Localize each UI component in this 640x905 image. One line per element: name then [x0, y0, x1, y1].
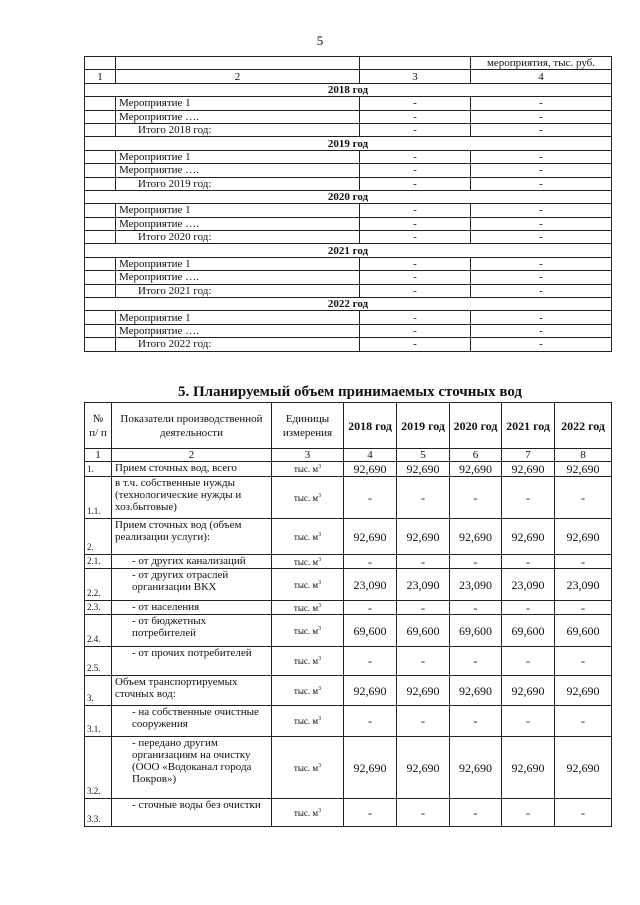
row-unit	[272, 676, 344, 706]
row-value: -	[344, 601, 397, 615]
activity-row	[85, 217, 612, 230]
row-value: -	[502, 555, 555, 569]
row-value: -	[555, 799, 612, 827]
activity-label: Мероприятие ….	[116, 217, 360, 230]
unit-superscript: 3	[318, 602, 322, 609]
volume-row	[85, 615, 612, 647]
row-value: -	[502, 799, 555, 827]
unit-superscript: 3	[318, 716, 322, 722]
activity-num-cell	[85, 110, 116, 123]
header-empty-cell	[360, 57, 471, 70]
header-year: 2018 год	[344, 403, 397, 449]
header-empty-cell	[116, 57, 360, 70]
row-value: -	[450, 799, 502, 827]
activity-num-cell	[85, 284, 116, 297]
unit-superscript: 3	[318, 807, 322, 814]
year-heading: 2018 год	[85, 83, 612, 96]
activity-label: Мероприятие ….	[116, 110, 360, 123]
row-value: 92,690	[344, 676, 397, 706]
row-number: 2.5.	[85, 647, 112, 676]
row-value: -	[344, 647, 397, 676]
activity-label: Мероприятие 1	[116, 257, 360, 270]
header-year: 2022 год	[555, 403, 612, 449]
volume-index-row	[85, 449, 612, 462]
row-unit	[272, 799, 344, 827]
row-unit	[272, 647, 344, 676]
activity-label: Мероприятие 1	[116, 311, 360, 324]
year-total-label: Итого 2021 год:	[116, 284, 360, 297]
header-row	[85, 57, 612, 70]
column-index-cell: 6	[450, 449, 502, 462]
unit-superscript: 3	[318, 685, 322, 692]
row-value: -	[397, 477, 450, 519]
row-indicator: Прием сточных вод, всего	[112, 462, 272, 477]
row-unit	[272, 462, 344, 477]
activities-table	[84, 56, 612, 352]
column-index-cell: 2	[112, 449, 272, 462]
activity-value-col4: -	[471, 257, 612, 270]
row-value: 69,600	[502, 615, 555, 647]
column-index-cell: 1	[85, 70, 116, 83]
row-value: 92,690	[555, 676, 612, 706]
row-number: 2.4.	[85, 615, 112, 647]
column-index-cell: 3	[360, 70, 471, 83]
activity-value-col4: -	[471, 110, 612, 123]
activity-num-cell	[85, 123, 116, 136]
year-row	[85, 83, 612, 96]
activity-value-col3: -	[360, 123, 471, 136]
column-index-cell: 4	[344, 449, 397, 462]
activity-row	[85, 150, 612, 163]
volume-row	[85, 555, 612, 569]
volume-row	[85, 462, 612, 477]
unit-superscript: 3	[318, 625, 322, 632]
header-unit: Единицы измерения	[272, 403, 344, 449]
row-number: 2.	[85, 519, 112, 555]
activity-row	[85, 177, 612, 190]
row-value: 69,600	[450, 615, 502, 647]
row-value: 92,690	[397, 676, 450, 706]
activity-num-cell	[85, 311, 116, 324]
row-number: 3.	[85, 676, 112, 706]
row-number: 1.	[85, 462, 112, 477]
unit-text: тыс. м	[293, 531, 319, 542]
unit-text: тыс. м	[293, 716, 319, 726]
row-value: 92,690	[555, 462, 612, 477]
unit-superscript: 3	[318, 531, 322, 538]
row-indicator: - от других канализаций	[112, 555, 272, 569]
activity-num-cell	[85, 231, 116, 244]
header-indicator: Показатели производственной деятельности	[112, 403, 272, 449]
activity-row	[85, 123, 612, 136]
header-cost-label: мероприятия, тыс. руб.	[471, 57, 612, 70]
volume-row	[85, 477, 612, 519]
activity-label: Мероприятие ….	[116, 271, 360, 284]
row-value: 92,690	[450, 676, 502, 706]
row-number: 2.2.	[85, 569, 112, 601]
column-index-cell: 3	[272, 449, 344, 462]
unit-text: тыс. м	[293, 579, 319, 590]
row-value: -	[555, 477, 612, 519]
row-unit	[272, 737, 344, 799]
year-total-label: Итого 2022 год:	[116, 338, 360, 351]
column-index-cell: 5	[397, 449, 450, 462]
row-value: -	[502, 601, 555, 615]
column-index-cell: 8	[555, 449, 612, 462]
unit-text: тыс. м	[293, 492, 319, 503]
activity-value-col4: -	[471, 217, 612, 230]
column-index-cell: 1	[85, 449, 112, 462]
row-value: 23,090	[502, 569, 555, 601]
section-title: 5. Планируемый объем принимаемых сточных вод	[177, 384, 523, 400]
row-value: -	[450, 477, 502, 519]
row-number: 3.3.	[85, 799, 112, 827]
column-index-cell: 2	[116, 70, 360, 83]
activity-row	[85, 338, 612, 351]
row-indicator: - передано другим организациям на очистку (ООО «Водоканал города Покров»)	[112, 737, 272, 799]
volume-row	[85, 799, 612, 827]
activity-label: Мероприятие 1	[116, 204, 360, 217]
unit-text: тыс. м	[293, 685, 319, 696]
row-value: -	[344, 555, 397, 569]
row-value: -	[555, 706, 612, 737]
column-index-row	[85, 70, 612, 83]
header-year: 2020 год	[450, 403, 502, 449]
unit-superscript: 3	[318, 464, 322, 470]
activity-value-col3: -	[360, 164, 471, 177]
row-unit	[272, 706, 344, 737]
row-value: 92,690	[450, 462, 502, 477]
row-value: 92,690	[397, 462, 450, 477]
row-unit	[272, 615, 344, 647]
row-value: 69,600	[344, 615, 397, 647]
activity-row	[85, 271, 612, 284]
year-row	[85, 190, 612, 203]
activity-num-cell	[85, 177, 116, 190]
activity-value-col3: -	[360, 97, 471, 110]
wastewater-volume-table	[84, 402, 612, 827]
year-heading: 2021 год	[85, 244, 612, 257]
row-value: 92,690	[502, 676, 555, 706]
year-row	[85, 244, 612, 257]
volume-row	[85, 737, 612, 799]
row-value: -	[555, 555, 612, 569]
year-row	[85, 298, 612, 311]
activity-row	[85, 324, 612, 337]
activity-row	[85, 164, 612, 177]
row-indicator: - от прочих потребителей	[112, 647, 272, 676]
activity-row	[85, 231, 612, 244]
activity-value-col4: -	[471, 204, 612, 217]
activity-value-col3: -	[360, 257, 471, 270]
row-unit	[272, 519, 344, 555]
row-value: -	[450, 555, 502, 569]
unit-superscript: 3	[318, 762, 322, 769]
volume-row	[85, 647, 612, 676]
activity-value-col3: -	[360, 284, 471, 297]
activity-label: Мероприятие 1	[116, 97, 360, 110]
activity-value-col4: -	[471, 123, 612, 136]
unit-text: тыс. м	[293, 656, 319, 666]
row-unit	[272, 569, 344, 601]
activity-label: Мероприятие 1	[116, 150, 360, 163]
activity-value-col4: -	[471, 150, 612, 163]
row-unit	[272, 555, 344, 569]
volume-row	[85, 676, 612, 706]
unit-text: тыс. м	[293, 762, 319, 773]
row-value: 69,600	[555, 615, 612, 647]
row-value: -	[344, 477, 397, 519]
row-indicator: - сточные воды без очистки	[112, 799, 272, 827]
activity-value-col3: -	[360, 231, 471, 244]
row-value: 92,690	[344, 737, 397, 799]
unit-superscript: 3	[318, 579, 322, 586]
year-total-label: Итого 2019 год:	[116, 177, 360, 190]
row-unit	[272, 601, 344, 615]
year-heading: 2020 год	[85, 190, 612, 203]
row-value: 69,600	[397, 615, 450, 647]
header-year: 2019 год	[397, 403, 450, 449]
column-index-cell: 7	[502, 449, 555, 462]
activity-label: Мероприятие ….	[116, 324, 360, 337]
unit-text: тыс. м	[293, 602, 319, 613]
row-value: -	[450, 601, 502, 615]
row-number: 2.1.	[85, 555, 112, 569]
row-value: 92,690	[555, 737, 612, 799]
activity-row	[85, 110, 612, 123]
row-value: 92,690	[502, 462, 555, 477]
activity-num-cell	[85, 257, 116, 270]
row-value: -	[397, 799, 450, 827]
activity-num-cell	[85, 204, 116, 217]
unit-text: тыс. м	[293, 625, 319, 636]
row-value: 23,090	[450, 569, 502, 601]
header-year: 2021 год	[502, 403, 555, 449]
activity-num-cell	[85, 97, 116, 110]
row-value: 92,690	[397, 737, 450, 799]
row-value: 92,690	[450, 737, 502, 799]
row-value: -	[502, 647, 555, 676]
year-row	[85, 137, 612, 150]
row-value: -	[397, 601, 450, 615]
row-number: 3.2.	[85, 737, 112, 799]
activity-value-col3: -	[360, 324, 471, 337]
activity-value-col4: -	[471, 97, 612, 110]
unit-superscript: 3	[318, 492, 322, 499]
activity-value-col4: -	[471, 324, 612, 337]
activity-value-col3: -	[360, 217, 471, 230]
activity-value-col3: -	[360, 338, 471, 351]
row-unit	[272, 477, 344, 519]
row-number: 1.1.	[85, 477, 112, 519]
row-value: 92,690	[555, 519, 612, 555]
row-value: -	[397, 647, 450, 676]
row-value: -	[502, 706, 555, 737]
activity-row	[85, 284, 612, 297]
row-value: -	[555, 647, 612, 676]
row-number: 3.1.	[85, 706, 112, 737]
activity-value-col4: -	[471, 271, 612, 284]
row-indicator: - от бюджетных потребителей	[112, 615, 272, 647]
unit-text: тыс. м	[293, 807, 319, 818]
volume-row	[85, 519, 612, 555]
row-value: -	[397, 555, 450, 569]
row-value: 23,090	[555, 569, 612, 601]
unit-superscript: 3	[318, 656, 322, 662]
row-number: 2.3.	[85, 601, 112, 615]
row-value: -	[502, 477, 555, 519]
activity-label: Мероприятие ….	[116, 164, 360, 177]
row-value: 92,690	[450, 519, 502, 555]
row-indicator: Прием сточных вод (объем реализации услуги):	[112, 519, 272, 555]
header-number: № п/ п	[85, 403, 112, 449]
row-value: 23,090	[397, 569, 450, 601]
row-indicator: - от населения	[112, 601, 272, 615]
row-value: 92,690	[502, 519, 555, 555]
activity-row	[85, 311, 612, 324]
activity-value-col3: -	[360, 110, 471, 123]
row-indicator: в т.ч. собственные нужды (технологические нужды и хоз.бытовые)	[112, 477, 272, 519]
header-empty-cell	[85, 57, 116, 70]
activity-num-cell	[85, 150, 116, 163]
activity-value-col3: -	[360, 150, 471, 163]
unit-superscript: 3	[318, 556, 322, 563]
row-value: -	[450, 647, 502, 676]
volume-row	[85, 601, 612, 615]
row-value: -	[344, 706, 397, 737]
row-value: -	[397, 706, 450, 737]
activity-value-col4: -	[471, 311, 612, 324]
column-index-cell: 4	[471, 70, 612, 83]
year-heading: 2019 год	[85, 137, 612, 150]
unit-text: тыс. м	[293, 556, 319, 567]
row-value: -	[344, 799, 397, 827]
row-indicator: - на собственные очистные сооружения	[112, 706, 272, 737]
volume-row	[85, 706, 612, 737]
activity-value-col3: -	[360, 311, 471, 324]
activity-num-cell	[85, 271, 116, 284]
row-value: 92,690	[344, 462, 397, 477]
unit-text: тыс. м	[293, 464, 319, 474]
activity-value-col3: -	[360, 177, 471, 190]
activity-value-col3: -	[360, 204, 471, 217]
activity-row	[85, 97, 612, 110]
activity-row	[85, 204, 612, 217]
activity-value-col4: -	[471, 338, 612, 351]
activity-num-cell	[85, 164, 116, 177]
activity-value-col4: -	[471, 164, 612, 177]
activity-num-cell	[85, 338, 116, 351]
page-number: 5	[316, 33, 324, 48]
activity-value-col3: -	[360, 271, 471, 284]
row-value: 23,090	[344, 569, 397, 601]
volume-header-row	[85, 403, 612, 449]
row-value: -	[555, 601, 612, 615]
row-value: -	[450, 706, 502, 737]
activity-value-col4: -	[471, 231, 612, 244]
activity-value-col4: -	[471, 177, 612, 190]
year-heading: 2022 год	[85, 298, 612, 311]
year-total-label: Итого 2020 год:	[116, 231, 360, 244]
year-total-label: Итого 2018 год:	[116, 123, 360, 136]
row-indicator: - от других отраслей организации ВКХ	[112, 569, 272, 601]
row-value: 92,690	[344, 519, 397, 555]
activity-num-cell	[85, 217, 116, 230]
activity-row	[85, 257, 612, 270]
activity-value-col4: -	[471, 284, 612, 297]
activity-num-cell	[85, 324, 116, 337]
row-value: 92,690	[502, 737, 555, 799]
row-value: 92,690	[397, 519, 450, 555]
volume-row	[85, 569, 612, 601]
row-indicator: Объем транспортируемых сточных вод:	[112, 676, 272, 706]
